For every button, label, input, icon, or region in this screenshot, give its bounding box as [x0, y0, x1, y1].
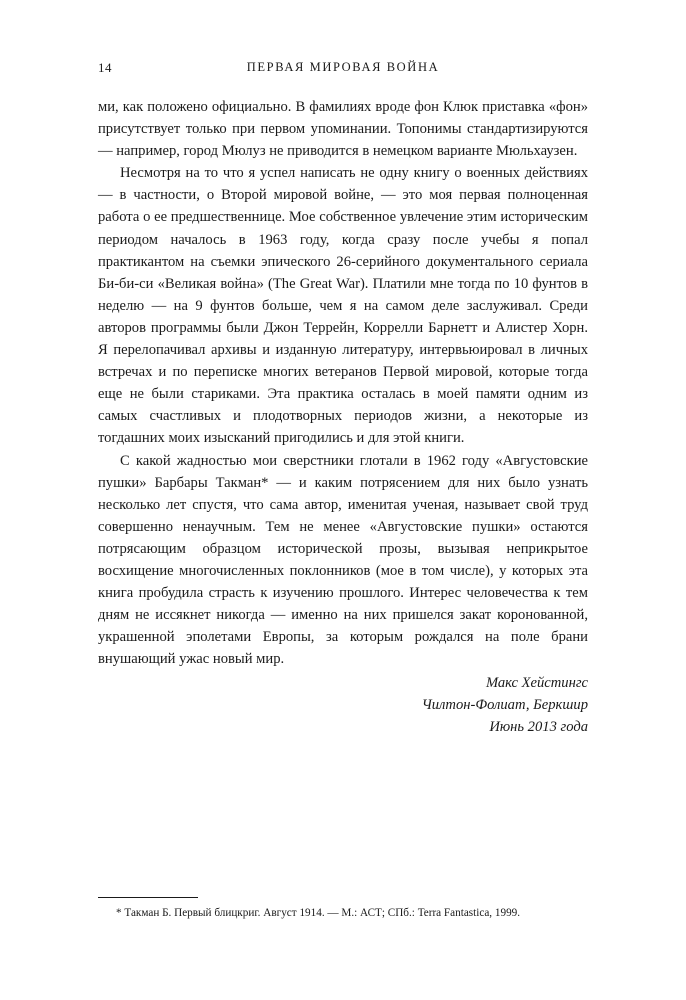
footnote-rule: [98, 897, 198, 898]
signature-author: Макс Хейстингс: [485, 675, 588, 692]
paragraph-continued: ми, как положено официально. В фамилиях вроде фон Клюк приставка «фон» присутствует только при первом упоминании. Топонимы стандартизируются — например, город Мюлуз не приводится в немецком варианте Мюльхаузен.: [98, 99, 588, 160]
signature-place: Чилтон-Фолиат, Беркшир: [421, 697, 588, 714]
signature-date: Июнь 2013 года: [489, 719, 588, 736]
body-text: [98, 96, 588, 738]
running-head: ПЕРВАЯ МИРОВАЯ ВОЙНА: [246, 60, 440, 74]
paragraph: С какой жадностью мои сверстники глотали в 1962 году «Августовские пушки» Барбары Такман* — и каким потрясением для них было узнать несколько лет спустя, что сама автор, именитая ученая, называет свой труд совершенно ненаучным. Тем не менее «Августовские пушки» остаются потрясающим образцом исторической прозы, вызывая неприкрытое восхищение многочисленных поклонников (мое в том числе), у которых эта книга пробудила страсть к изучению прошлого. Интерес человечества к тем дням не иссякнет никогда — именно на них пришелся закат коронованной, украшенной эполетами Европы, за которым рождался на поле брани внушающий ужас новый мир.: [98, 452, 588, 668]
page-number: 14: [98, 60, 112, 75]
signature-block: [98, 672, 588, 738]
paragraph: Несмотря на то что я успел написать не одну книгу о военных действиях — в частности, о Второй мировой войне, — это моя первая полноценная работа о ее предшественнице. Мое собственное увлечение этим историческим периодом началось в 1963 году, когда сразу после учебы я попал практикантом на съемки эпического 26-серийного документального сериала Би-би-си «Великая война» (The Great War). Платили мне тогда по 10 фунтов в неделю — на 9 фунтов больше, чем я на самом деле заслуживал. Среди авторов программы были Джон Террейн, Коррелли Барнетт и Алистер Хорн. Я перелопачивал архивы и изданную литературу, интервьюировал в личных встречах и по переписке многих ветеранов Первой мировой, которые тогда еще не были стариками. Эта практика осталась в моей памяти одним из самых счастливых и плодотворных периодов жизни, а некоторые из тогдашних моих изысканий пригодились и для этой книги.: [98, 165, 588, 447]
footnote: * Такман Б. Первый блицкриг. Август 1914. — М.: АСТ; СПб.: Terra Fantastica, 1999.: [116, 907, 521, 919]
